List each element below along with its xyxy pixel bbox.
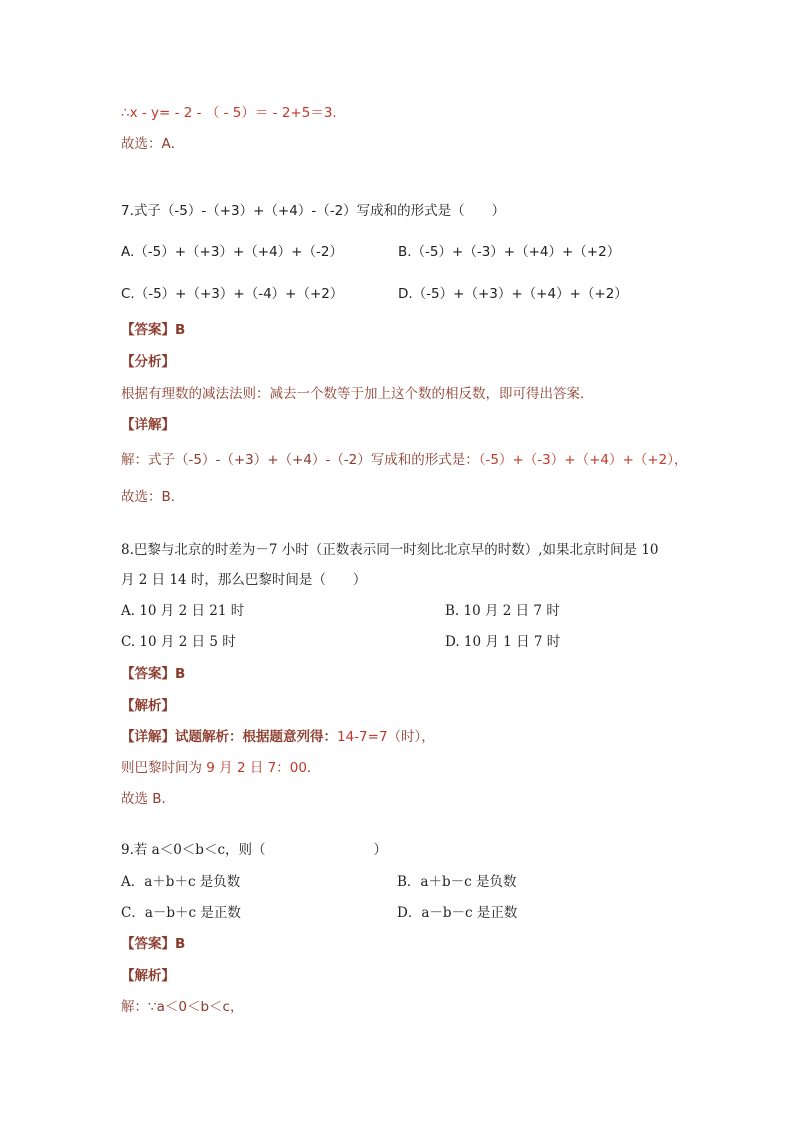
q7-detail xyxy=(121,450,687,470)
q8-option-c: C. 10 月 2 日 5 时 xyxy=(121,634,236,650)
q8-stem-line2: 月 2 日 14 时，那么巴黎时间是（ ） xyxy=(121,572,367,588)
prev-choose-line: 故选：A． xyxy=(121,136,185,152)
q7-detail-title: 【详解】 xyxy=(121,417,175,433)
q8-detail-suffix: （时）， xyxy=(387,729,435,745)
q8-detail xyxy=(121,727,435,747)
q8-option-d: D. 10 月 1 日 7 时 xyxy=(445,634,561,650)
q9-option-b: B．a＋b－c 是负数 xyxy=(397,874,517,890)
q8-option-a: A. 10 月 2 日 21 时 xyxy=(121,603,245,619)
q8-choose: 故选 B． xyxy=(121,791,176,807)
q8-line2-suffix: ． xyxy=(306,760,321,776)
q8-option-b: B. 10 月 2 日 7 时 xyxy=(445,603,560,619)
q9-solution: 解：∵a＜0＜b＜c， xyxy=(121,999,244,1015)
q8-answer: 【答案】B xyxy=(121,666,186,682)
q9-analysis-title: 【解析】 xyxy=(121,968,175,984)
q9-stem: 9.若 a＜0＜b＜c，则（ ） xyxy=(121,842,388,858)
q9-option-c: C．a－b＋c 是正数 xyxy=(121,905,241,921)
q7-option-d: D.（-5）+（+3）+（+4）+（+2） xyxy=(398,286,628,302)
q7-detail-prefix: 解：式子（-5）-（+3）+（+4）-（-2）写成和的形式是： xyxy=(121,452,479,468)
q8-line2-prefix: 则巴黎时间为 xyxy=(121,760,207,776)
q7-analysis: 根据有理数的减法法则：减去一个数等于加上这个数的相反数，即可得出答案． xyxy=(121,386,594,402)
q9-option-a: A．a＋b＋c 是负数 xyxy=(121,874,241,890)
q7-analysis-title: 【分析】 xyxy=(121,354,175,370)
q7-option-a: A.（-5）+（+3）+（+4）+（-2） xyxy=(121,244,343,260)
q8-analysis-title: 【解析】 xyxy=(121,698,175,714)
q7-choose: 故选：B． xyxy=(121,489,185,505)
q8-detail-line2 xyxy=(121,758,320,778)
q7-detail-value: （-5）+（-3）+（+4）+（+2）， xyxy=(478,452,688,468)
q7-option-b: B.（-5）+（-3）+（+4）+（+2） xyxy=(398,244,621,260)
q8-line2-value: 9 月 2 日 7：00 xyxy=(206,760,307,776)
q9-option-d: D．a－b－c 是正数 xyxy=(397,905,518,921)
q7-stem: 7.式子（-5）-（+3）+（+4）-（-2）写成和的形式是（ ） xyxy=(121,203,506,219)
q8-stem-line1: 8.巴黎与北京的时差为－7 小时（正数表示同一时刻比北京早的时数）,如果北京时间是 10 xyxy=(121,542,659,558)
prev-solution-line: ∴x - y= - 2 - （ - 5）＝ - 2+5＝3． xyxy=(121,105,346,121)
q8-detail-prefix: 【详解】试题解析：根据题意列得： xyxy=(121,729,337,745)
q7-answer: 【答案】B xyxy=(121,322,186,338)
q8-detail-value: 14-7=7 xyxy=(337,729,388,745)
q9-answer: 【答案】B xyxy=(121,936,186,952)
q7-option-c: C.（-5）+（+3）+（-4）+（+2） xyxy=(121,286,344,302)
